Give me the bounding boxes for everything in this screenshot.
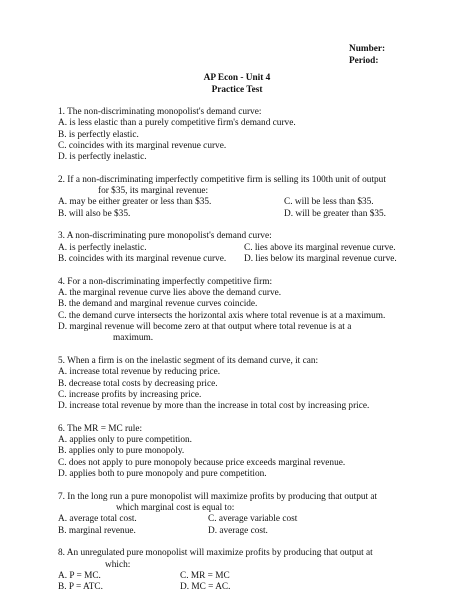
option-b: B. the demand and marginal revenue curves coincide. xyxy=(58,299,258,310)
option-d-continued: maximum. xyxy=(113,333,154,344)
option-b: B. decrease total costs by decreasing price. xyxy=(58,378,218,389)
option-row xyxy=(58,243,458,254)
option-row xyxy=(58,582,458,593)
option-b: B. coincides with its marginal revenue curve. xyxy=(58,254,227,265)
question-stem: 5. When a firm is on the inelastic segment of its demand curve, it can: xyxy=(58,355,319,366)
option-c: C. MR = MC xyxy=(180,570,230,581)
option-a: A. the marginal revenue curve lies above the demand curve. xyxy=(58,288,282,299)
question-stem: 3. A non-discriminating pure monopolist's demand curve: xyxy=(58,231,272,242)
question-stem-continued: which marginal cost is equal to: xyxy=(116,502,235,513)
option-a: A. is less elastic than a purely competitive firm's demand curve. xyxy=(58,118,296,129)
option-d: D. applies both to pure monopoly and pure competition. xyxy=(58,468,267,479)
option-c: C. lies above its marginal revenue curve. xyxy=(244,242,396,253)
question-3 xyxy=(58,231,458,265)
option-d: D. MC = AC. xyxy=(180,582,231,593)
question-1 xyxy=(58,107,458,163)
option-b: B. marginal revenue. xyxy=(58,525,136,536)
option-row xyxy=(58,526,458,537)
question-stem: 8. An unregulated pure monopolist will maximize profits by producing that output at xyxy=(58,548,373,559)
option-c: C. average variable cost xyxy=(208,514,298,525)
option-c: C. increase profits by increasing price. xyxy=(58,389,202,400)
question-stem-continued: for $35, its marginal revenue: xyxy=(98,186,209,197)
option-row xyxy=(58,197,458,208)
option-d: D. will be greater than $35. xyxy=(284,208,386,219)
questions-list xyxy=(58,107,458,593)
option-row xyxy=(58,254,458,265)
option-d: D. is perfectly inelastic. xyxy=(58,152,147,163)
option-c: C. the demand curve intersects the horizontal axis where total revenue is at a maximum. xyxy=(58,310,386,321)
question-7 xyxy=(58,492,458,537)
question-stem-continued: which: xyxy=(105,559,131,570)
question-stem: 6. The MR = MC rule: xyxy=(58,423,143,434)
period-label: Period: xyxy=(349,56,379,66)
option-b: B. applies only to pure monopoly. xyxy=(58,446,185,457)
option-d: D. marginal revenue will become zero at that output where total revenue is at a xyxy=(58,321,352,332)
number-label: Number: xyxy=(349,44,386,54)
option-b: B. is perfectly elastic. xyxy=(58,129,139,140)
option-a: A. increase total revenue by reducing price. xyxy=(58,367,221,378)
option-b: B. will also be $35. xyxy=(58,208,131,219)
option-row xyxy=(58,571,458,582)
question-4 xyxy=(58,277,458,345)
option-d: D. average cost. xyxy=(208,525,268,536)
option-a: A. is perfectly inelastic. xyxy=(58,242,147,253)
question-8 xyxy=(58,548,458,593)
option-a: A. applies only to pure competition. xyxy=(58,435,193,446)
option-a: A. average total cost. xyxy=(58,514,137,525)
question-stem: 1. The non-discriminating monopolist's demand curve: xyxy=(58,107,262,117)
option-c: C. coincides with its marginal revenue curve. xyxy=(58,140,227,151)
option-row xyxy=(58,514,458,525)
question-2 xyxy=(58,175,458,220)
option-d: D. increase total revenue by more than the increase in total cost by increasing price. xyxy=(58,401,370,412)
page-title: AP Econ - Unit 4 xyxy=(203,73,271,83)
question-stem: 2. If a non-discriminating imperfectly competitive firm is selling its 100th unit of output xyxy=(58,174,386,185)
option-a: A. may be either greater or less than $35. xyxy=(58,197,212,208)
option-d: D. lies below its marginal revenue curve. xyxy=(244,254,397,265)
header-meta xyxy=(349,43,385,67)
page-subtitle: Practice Test xyxy=(211,85,263,95)
option-a: A. P = MC. xyxy=(58,570,101,581)
question-stem: 4. For a non-discriminating imperfectly competitive firm: xyxy=(58,276,273,287)
option-c: C. will be less than $35. xyxy=(284,197,374,208)
question-stem: 7. In the long run a pure monopolist will maximize profits by producing that output at xyxy=(58,491,378,502)
question-6 xyxy=(58,424,458,480)
option-c: C. does not apply to pure monopoly because price exceeds marginal revenue. xyxy=(58,457,346,468)
question-5 xyxy=(58,356,458,412)
option-row xyxy=(58,209,458,220)
option-b: B. P = ATC. xyxy=(58,582,103,593)
